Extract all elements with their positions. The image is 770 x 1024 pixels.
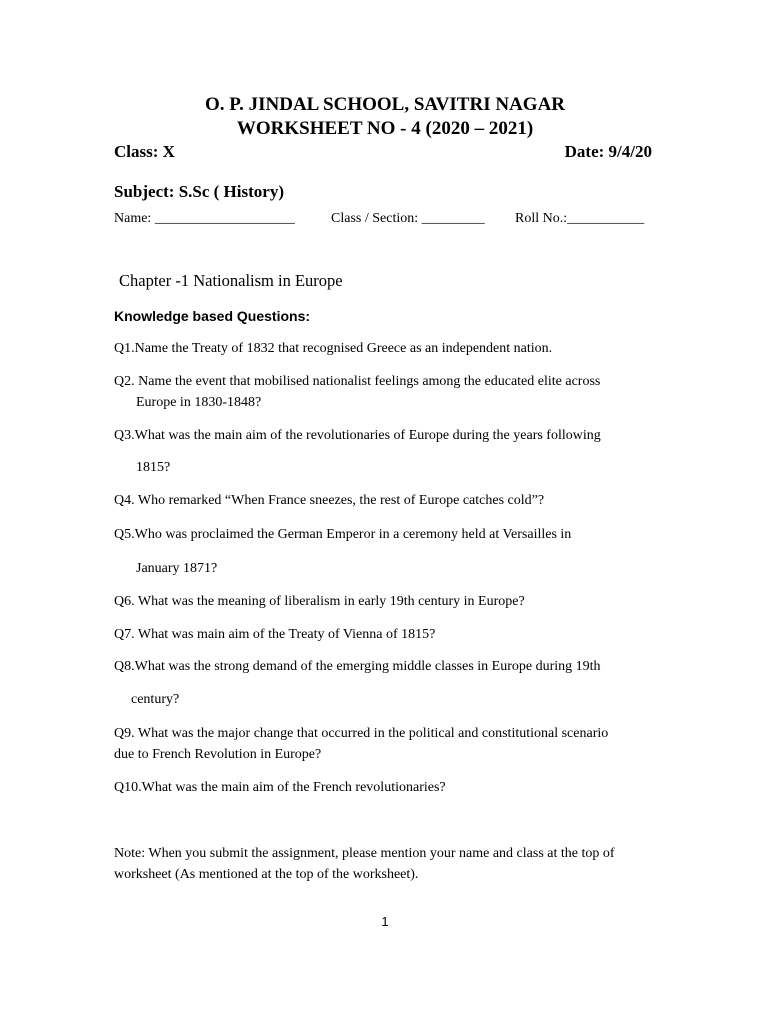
question-2-continued: Europe in 1830-1848? [136,395,262,410]
page-number: 1 [381,914,389,929]
question-10: Q10.What was the main aim of the French revolutionaries? [114,780,446,795]
section-heading: Knowledge based Questions: [114,308,311,324]
class-label: Class: X [114,142,175,161]
school-name: O. P. JINDAL SCHOOL, SAVITRI NAGAR [204,94,566,115]
question-8-continued: century? [131,692,180,707]
question-5: Q5.Who was proclaimed the German Emperor in a ceremony held at Versailles in [114,527,572,542]
question-3: Q3.What was the main aim of the revolutionaries of Europe during the years following [114,428,601,443]
question-9: Q9. What was the major change that occurred in the political and constitutional scenario [114,726,609,741]
submission-note: Note: When you submit the assignment, please mention your name and class at the top of [114,846,615,861]
subject-label: Subject: S.Sc ( History) [114,182,284,201]
question-3-continued: 1815? [136,460,171,475]
question-8: Q8.What was the strong demand of the emerging middle classes in Europe during 19th [114,659,601,674]
submission-note-continued: worksheet (As mentioned at the top of the worksheet). [114,867,419,882]
name-field: Name: ____________________ [114,211,295,226]
question-9-continued: due to French Revolution in Europe? [114,747,322,762]
question-5-continued: January 1871? [136,561,218,576]
worksheet-title: WORKSHEET NO - 4 (2020 – 2021) [236,118,534,139]
roll-number-field: Roll No.:___________ [515,211,645,226]
question-7: Q7. What was main aim of the Treaty of Vienna of 1815? [114,627,436,642]
chapter-title: Chapter -1 Nationalism in Europe [119,271,343,290]
question-6: Q6. What was the meaning of liberalism in early 19th century in Europe? [114,594,525,609]
class-section-field: Class / Section: _________ [331,211,485,226]
question-2: Q2. Name the event that mobilised nationalist feelings among the educated elite across [114,374,601,389]
question-1: Q1.Name the Treaty of 1832 that recognised Greece as an independent nation. [114,341,553,356]
question-4: Q4. Who remarked “When France sneezes, the rest of Europe catches cold”? [114,493,545,508]
date-label: Date: 9/4/20 [564,142,652,161]
